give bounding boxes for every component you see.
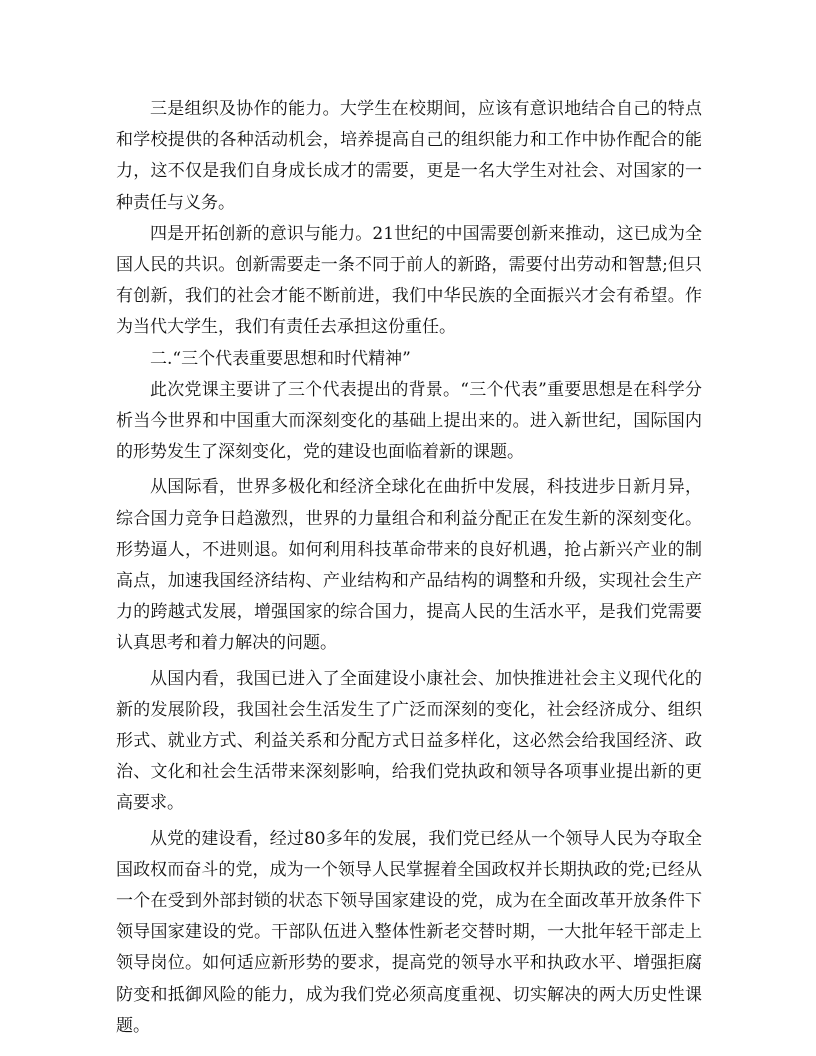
paragraph-international-view: 从国际看，世界多极化和经济全球化在曲折中发展，科技进步日新月异，综合国力竞争日趋激烈，世界的力量组合和利益分配正在发生新的深刻变化。形势逼人，不进则退。如何利用科技革命带来的良好机遇，抢占新兴产业的制高点，加速我国经济结构、产业结构和产品结构的调整和升级，实现社会生产力的跨越式发展，增强国家的综合国力，提高人民的生活水平，是我们党需要认真思考和着力解决的问题。 [116,477,702,654]
paragraph-organization-ability: 三是组织及协作的能力。大学生在校期间，应该有意识地结合自己的特点和学校提供的各种活动机会，培养提高自己的组织能力和工作中协作配合的能力，这不仅是我们自身成长成才的需要，更是一名大学生对社会、对国家的一种责任与义务。 [116,99,702,213]
paragraph-party-building-view: 从党的建设看，经过80多年的发展，我们党已经从一个领导人民为夺取全国政权而奋斗的党，成为一个领导人民掌握着全国政权并长期执政的党;已经从一个在受到外部封锁的状态下领导国家建设的党，成为在全面改革开放条件下领导国家建设的党。干部队伍进入整体性新老交替时期，一大批年轻干部走上领导岗位。如何适应新形势的要求，提高党的领导水平和执政水平、增强拒腐防变和抵御风险的能力，成为我们党必须高度重视、切实解决的两大历史性课题。 [116,828,702,1036]
section-heading-three-represents: 二.“三个代表重要思想和时代精神” [150,348,411,369]
paragraph-party-lecture-background: 此次党课主要讲了三个代表提出的背景。“三个代表”重要思想是在科学分析当今世界和中国重大而深刻变化的基础上提出来的。进入新世纪，国际国内的形势发生了深刻变化，党的建设也面临着新的课题。 [116,379,702,463]
document-body [116,94,702,1042]
paragraph-domestic-view: 从国内看，我国已进入了全面建设小康社会、加快推进社会主义现代化的新的发展阶段，我国社会生活发生了广泛而深刻的变化，社会经济成分、组织形式、就业方式、利益关系和分配方式日益多样化，这必然会给我国经济、政治、文化和社会生活带来深刻影响，给我们党执政和领导各项事业提出新的更高要求。 [116,668,702,814]
paragraph-innovation-ability: 四是开拓创新的意识与能力。21世纪的中国需要创新来推动，这已成为全国人民的共识。创新需要走一条不同于前人的新路，需要付出劳动和智慧;但只有创新，我们的社会才能不断前进，我们中华民族的全面振兴才会有希望。作为当代大学生，我们有责任去承担这份重任。 [116,223,702,338]
